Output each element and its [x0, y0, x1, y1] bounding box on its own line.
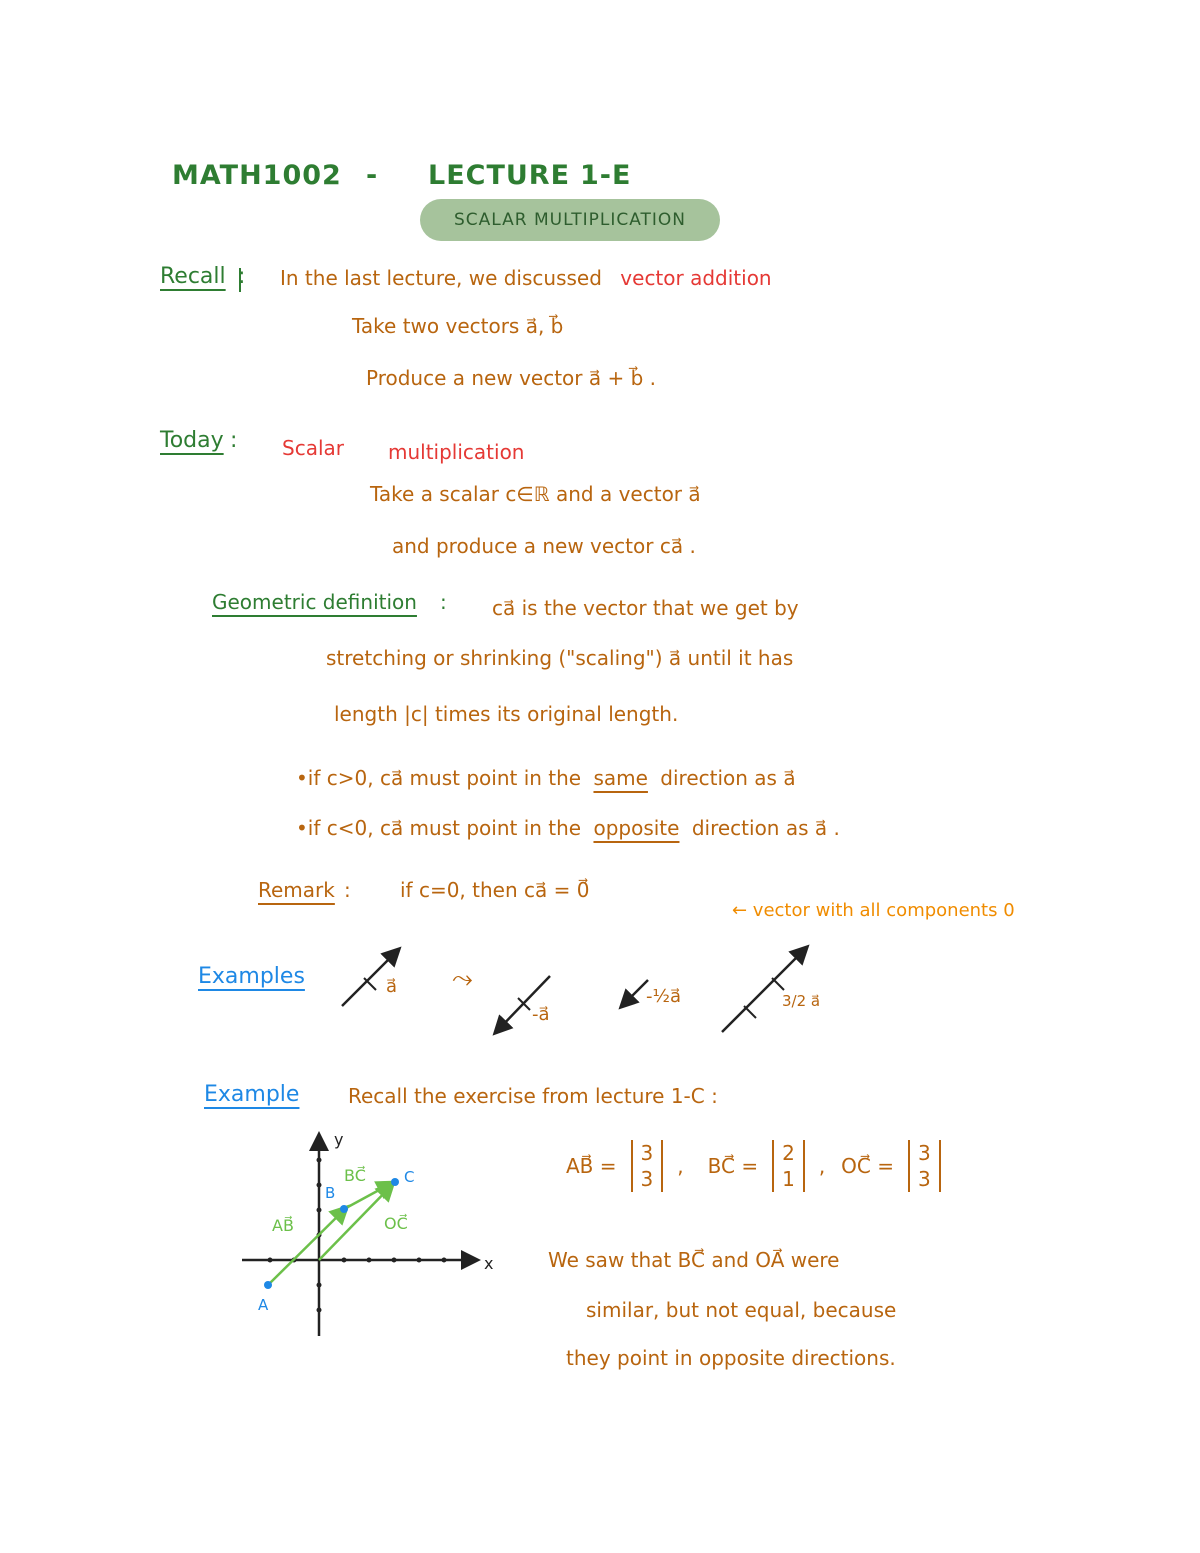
- ab-value-2: 3: [640, 1167, 654, 1191]
- bc-label: BC⃗ =: [707, 1154, 759, 1178]
- example-label-half-a: -½a⃗: [646, 986, 681, 1007]
- example-label: Example: [204, 1082, 300, 1107]
- bullet1-pre: •if c>0, ca⃗ must point in the: [296, 766, 582, 790]
- bc-value-2: 1: [782, 1167, 795, 1191]
- remark-label: Remark: [258, 878, 335, 902]
- geometric-line2: stretching or shrinking ("scaling") a⃗ until it has: [326, 646, 794, 670]
- remark-note: ← vector with all components 0: [732, 900, 1015, 921]
- example-vector-half-a: [622, 980, 648, 1006]
- vec-ab-label: AB⃗: [272, 1216, 294, 1235]
- oc-value-1: 3: [918, 1141, 931, 1165]
- separator-2: ,: [818, 1154, 826, 1178]
- squiggle-arrow: ⤳: [452, 964, 473, 994]
- example-vector-neg-a: [496, 976, 550, 1032]
- today-topic-word2: multiplication: [388, 440, 525, 464]
- example-label-three-halves-a: 3/2 a⃗: [782, 992, 821, 1010]
- point-c-label: C: [404, 1168, 415, 1186]
- today-colon: :: [230, 428, 238, 453]
- recall-line2: Take two vectors a⃗, b⃗: [352, 314, 564, 338]
- bullet2-key: opposite: [593, 816, 680, 840]
- geometric-line1: ca⃗ is the vector that we get by: [492, 596, 799, 620]
- recall-line1-text: In the last lecture, we discussed: [280, 266, 602, 290]
- vec-oc-label: OC⃗: [384, 1214, 408, 1233]
- bullet1-key: same: [593, 766, 648, 790]
- recall-label: Recall: [160, 264, 226, 289]
- example-line2: similar, but not equal, because: [586, 1298, 897, 1322]
- topic-pill: SCALAR MULTIPLICATION: [420, 199, 720, 241]
- vec-bc-label: BC⃗: [344, 1166, 366, 1185]
- geometric-line3: length |c| times its original length.: [334, 702, 679, 726]
- header-dash: -: [366, 160, 379, 191]
- recall-line3: Produce a new vector a⃗ + b⃗ .: [366, 366, 656, 390]
- point-a-label: A: [258, 1296, 269, 1314]
- graph-point-a: [264, 1281, 272, 1289]
- separator-1: ,: [677, 1154, 684, 1178]
- ab-label: AB⃗ =: [566, 1154, 617, 1178]
- remark-text: if c=0, then ca⃗ = 0⃗: [400, 878, 590, 902]
- example-vector-a: [342, 950, 398, 1006]
- bullet1-post: direction as a⃗: [660, 766, 796, 790]
- today-line2: and produce a new vector ca⃗ .: [392, 534, 696, 558]
- x-axis-label: x: [484, 1254, 494, 1273]
- y-axis-label: y: [334, 1130, 344, 1149]
- remark-colon: :: [344, 878, 351, 902]
- graph-vector-ab: [268, 1208, 346, 1285]
- ab-value-1: 3: [640, 1141, 654, 1165]
- recall-colon: :: [238, 264, 246, 289]
- example-line3: they point in opposite directions.: [566, 1346, 896, 1370]
- example-vector-three-halves-a: [722, 948, 806, 1032]
- example-intro: Recall the exercise from lecture 1-C :: [348, 1084, 718, 1108]
- lecture-label: LECTURE: [428, 160, 571, 191]
- examples-label: Examples: [198, 964, 305, 989]
- bullet2-post: direction as a⃗ .: [691, 816, 840, 840]
- lecture-number: 1-E: [580, 160, 632, 191]
- bullet2-pre: •if c<0, ca⃗ must point in the: [296, 816, 582, 840]
- graph-vector-bc: [346, 1183, 392, 1208]
- today-topic-word1: Scalar: [282, 436, 344, 460]
- oc-value-2: 3: [918, 1167, 931, 1191]
- point-b-label: B: [325, 1184, 336, 1202]
- today-line1: Take a scalar c∈ℝ and a vector a⃗: [370, 482, 701, 506]
- recall-line1-highlight: vector addition: [620, 266, 772, 290]
- graph-point-b: [340, 1205, 348, 1213]
- graph-axes: [242, 1136, 476, 1336]
- today-label: Today: [160, 428, 224, 453]
- bc-value-1: 2: [782, 1141, 795, 1165]
- example-label-a: a⃗: [386, 976, 398, 997]
- geometric-colon: :: [440, 590, 447, 614]
- example-line1: We saw that BC⃗ and OA⃗ were: [548, 1248, 840, 1272]
- oc-label: OC⃗ =: [841, 1154, 894, 1178]
- example-label-neg-a: -a⃗: [532, 1004, 550, 1025]
- geometric-label: Geometric definition: [212, 590, 417, 614]
- graph-point-c: [391, 1178, 399, 1186]
- course-code: MATH1002: [172, 160, 342, 191]
